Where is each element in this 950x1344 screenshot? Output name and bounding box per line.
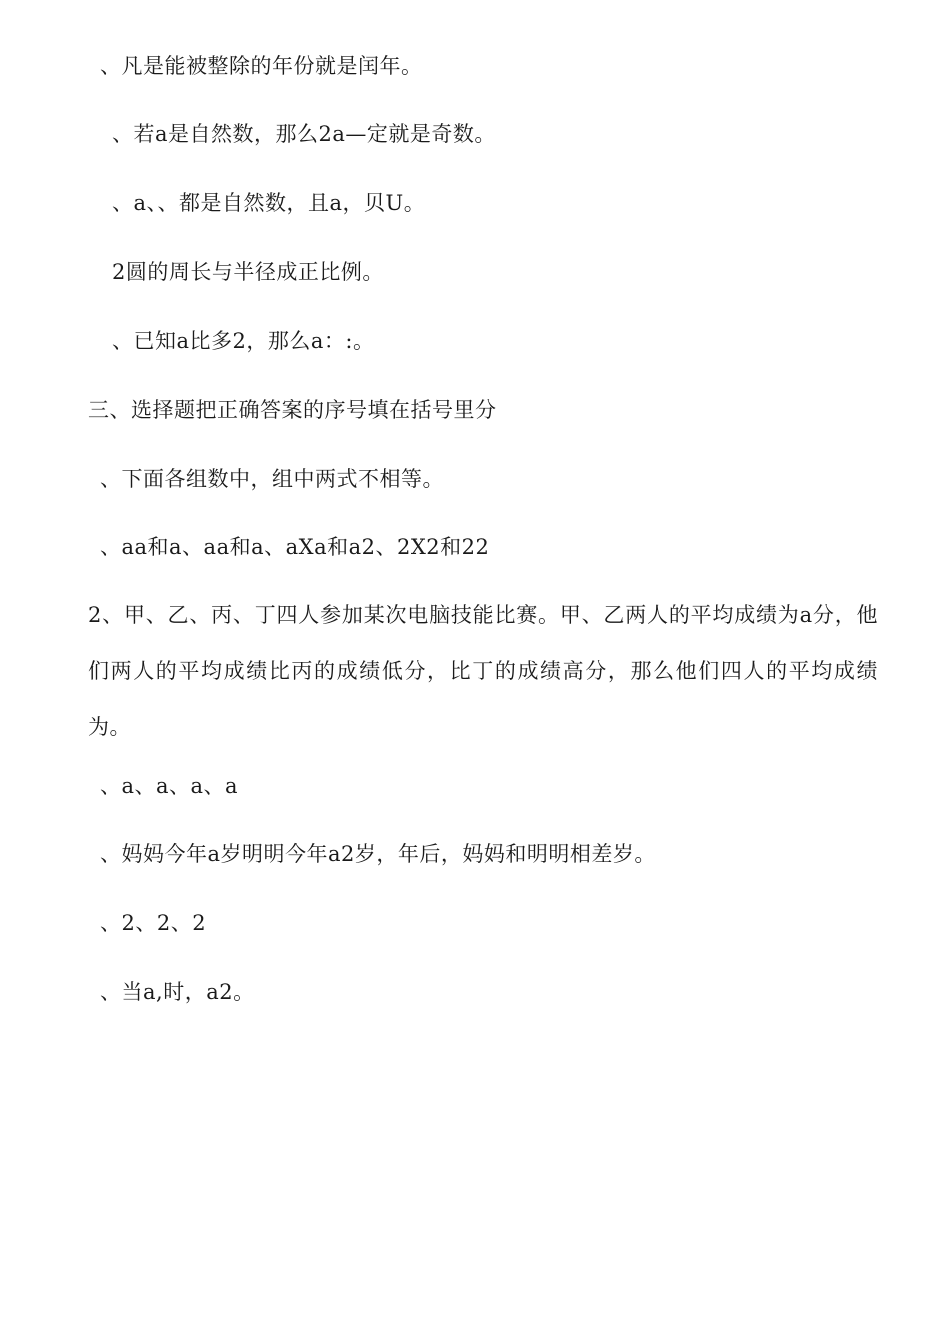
- question-1: 、下面各组数中，组中两式不相等。: [100, 467, 444, 491]
- statement-circle-ratio: 2圆的周长与半径成正比例。: [112, 260, 384, 284]
- question-1-options: 、aa和a、aa和a、aXa和a2、2X2和22: [100, 535, 490, 559]
- question-2: 2、甲、乙、丙、丁四人参加某次电脑技能比赛。甲、乙两人的平均成绩为a分，他们两人的平均成绩比丙的成绩低分，比丁的成绩高分，那么他们四人的平均成绩为。: [88, 603, 878, 739]
- statement-ratio: 、已知a比多2，那么a：:。: [112, 329, 375, 353]
- question-3: 、妈妈今年a岁明明今年a2岁，年后，妈妈和明明相差岁。: [100, 842, 656, 866]
- question-3-options: 、2、2、2: [100, 911, 207, 935]
- question-4: 、当a,时，a2。: [100, 980, 255, 1004]
- statement-leap-year: 、凡是能被整除的年份就是闰年。: [100, 54, 423, 78]
- question-2-options: 、a、a、a、a: [100, 774, 239, 798]
- statement-natural-numbers: 、a、、都是自然数，且a，贝U。: [112, 191, 426, 215]
- section-heading-multiple-choice: 三、选择题把正确答案的序号填在括号里分: [88, 398, 497, 422]
- statement-odd-number: 、若a是自然数，那么2a—定就是奇数。: [112, 122, 496, 146]
